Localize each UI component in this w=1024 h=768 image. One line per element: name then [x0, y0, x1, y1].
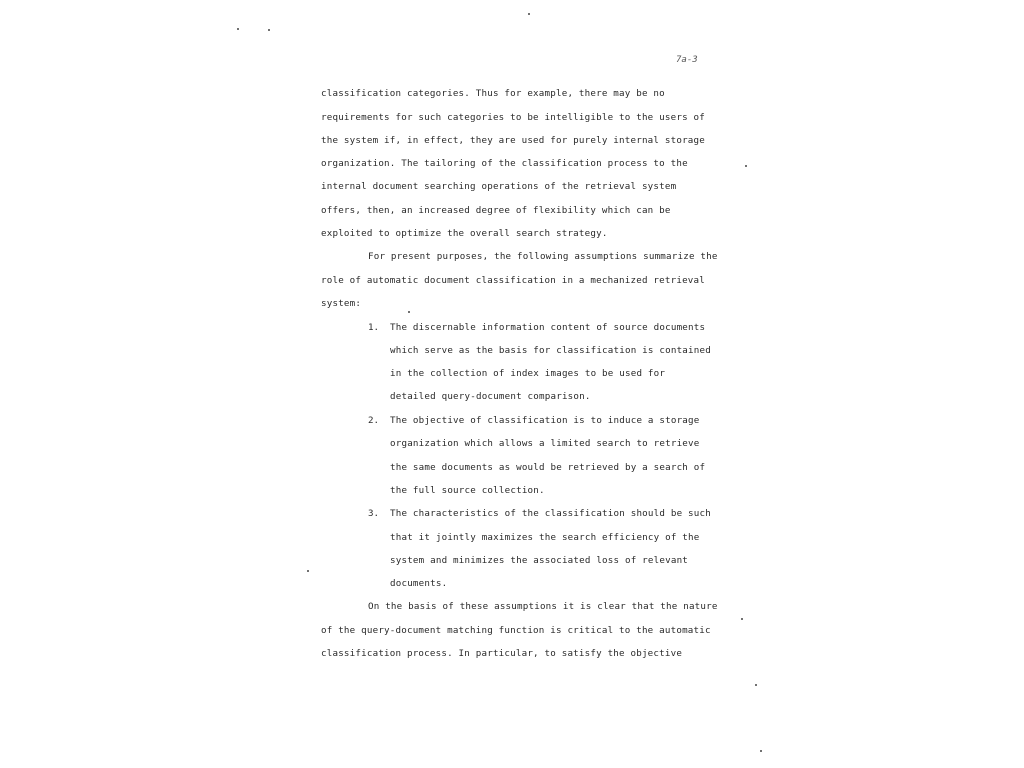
paragraph-2-line: For present purposes, the following assumptions summarize the — [368, 251, 718, 262]
paragraph-1-line: the system if, in effect, they are used for purely internal storage — [321, 135, 705, 146]
assumption-line: which serve as the basis for classification is contained — [390, 345, 711, 356]
assumption-line: the same documents as would be retrieved by a search of — [390, 462, 706, 473]
paragraph-2-line: system: — [321, 298, 362, 309]
paragraph-3-line: classification process. In particular, to satisfy the objective — [321, 648, 683, 659]
assumption-line: organization which allows a limited search to retrieve — [390, 438, 700, 449]
page-number: 7a-3 — [676, 55, 698, 65]
paragraph-1-line: requirements for such categories to be intelligible to the users of — [321, 112, 705, 123]
scan-speck — [307, 570, 309, 572]
assumption-number: 1. — [368, 322, 380, 333]
paragraph-1-line: offers, then, an increased degree of flexibility which can be — [321, 205, 671, 216]
scan-speck — [755, 684, 757, 686]
paragraph-3-line: On the basis of these assumptions it is clear that the nature — [368, 601, 718, 612]
scan-speck — [745, 165, 747, 167]
assumption-line: The discernable information content of source documents — [390, 322, 706, 333]
paragraph-1-line: classification categories. Thus for example, there may be no — [321, 88, 665, 99]
assumption-line: system and minimizes the associated loss of relevant — [390, 555, 689, 566]
assumption-line: in the collection of index images to be used for — [390, 368, 666, 379]
assumption-number: 2. — [368, 415, 380, 426]
assumption-line: detailed query-document comparison. — [390, 391, 591, 402]
assumption-line: the full source collection. — [390, 485, 545, 496]
scan-speck — [528, 13, 530, 15]
scan-speck — [741, 618, 743, 620]
paragraph-3-line: of the query-document matching function is critical to the automatic — [321, 625, 711, 636]
paragraph-2-line: role of automatic document classification in a mechanized retrieval — [321, 275, 705, 286]
assumption-line: documents. — [390, 578, 448, 589]
scan-speck — [237, 28, 239, 30]
scan-speck — [408, 311, 410, 313]
scan-speck — [760, 750, 762, 752]
assumption-number: 3. — [368, 508, 380, 519]
scan-speck — [268, 29, 270, 31]
assumption-line: The objective of classification is to induce a storage — [390, 415, 700, 426]
paragraph-1-line: exploited to optimize the overall search strategy. — [321, 228, 608, 239]
paragraph-1-line: internal document searching operations of the retrieval system — [321, 181, 677, 192]
paragraph-1-line: organization. The tailoring of the classification process to the — [321, 158, 688, 169]
assumption-line: that it jointly maximizes the search efficiency of the — [390, 532, 700, 543]
assumption-line: The characteristics of the classification should be such — [390, 508, 711, 519]
